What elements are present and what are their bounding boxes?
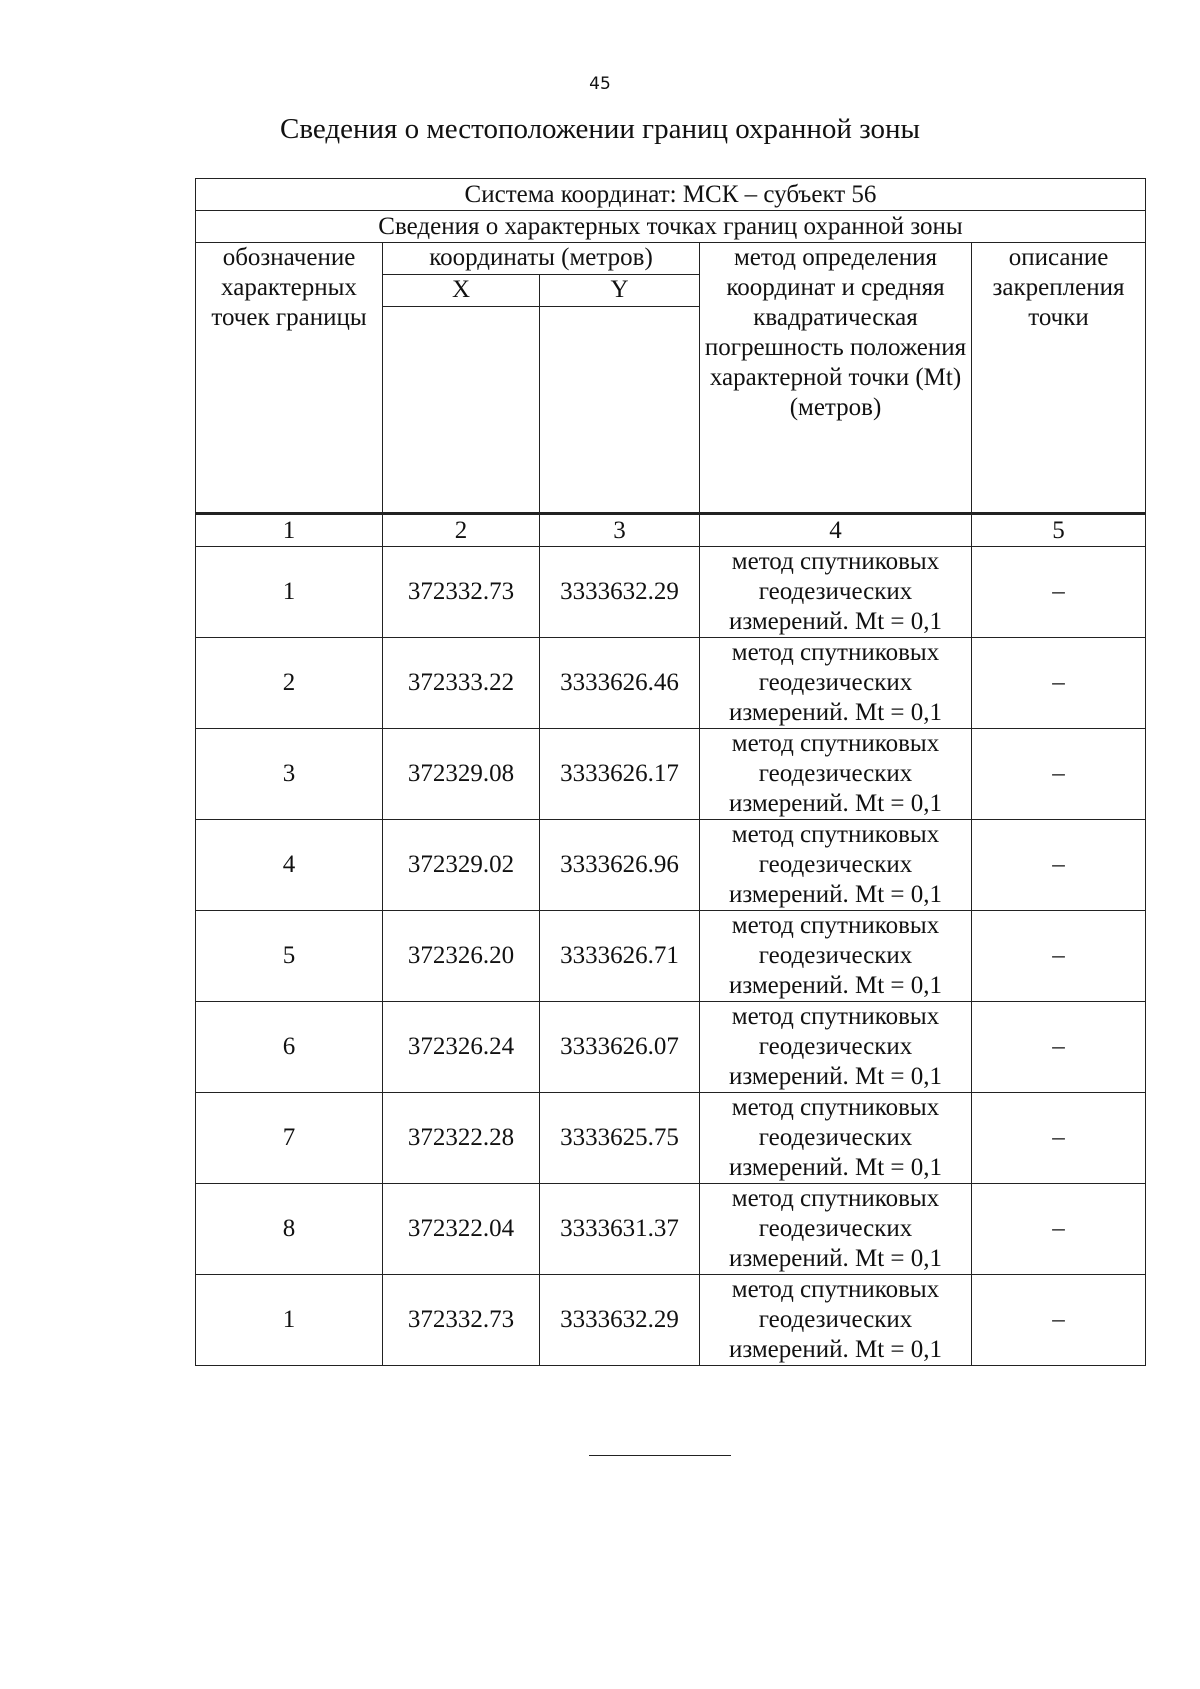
description-cell: – bbox=[972, 1184, 1146, 1275]
description-cell: – bbox=[972, 638, 1146, 729]
point-cell: 1 bbox=[196, 547, 383, 638]
column-number: 1 bbox=[196, 514, 383, 547]
method-cell: метод спутниковых геодезических измерений. Mt = 0,1 bbox=[700, 1093, 972, 1184]
table-row bbox=[196, 1093, 1146, 1184]
x-coordinate-cell: 372332.73 bbox=[383, 547, 540, 638]
coordinates-header: координаты (метров) bbox=[383, 243, 700, 275]
method-cell: метод спутниковых геодезических измерений. Mt = 0,1 bbox=[700, 1002, 972, 1093]
method-cell: метод спутниковых геодезических измерений. Mt = 0,1 bbox=[700, 638, 972, 729]
x-header: X bbox=[383, 275, 540, 307]
description-cell: – bbox=[972, 1002, 1146, 1093]
x-coordinate-cell: 372332.73 bbox=[383, 1275, 540, 1366]
method-cell: метод спутниковых геодезических измерений. Mt = 0,1 bbox=[700, 1184, 972, 1275]
table-row bbox=[196, 729, 1146, 820]
point-cell: 4 bbox=[196, 820, 383, 911]
designation-header: обозначение характерных точек границы bbox=[196, 243, 383, 514]
y-coordinate-cell: 3333626.07 bbox=[540, 1002, 700, 1093]
column-number: 5 bbox=[972, 514, 1146, 547]
x-coordinate-cell: 372329.08 bbox=[383, 729, 540, 820]
x-coordinate-cell: 372322.28 bbox=[383, 1093, 540, 1184]
y-coordinate-cell: 3333632.29 bbox=[540, 547, 700, 638]
method-cell: метод спутниковых геодезических измерений. Mt = 0,1 bbox=[700, 820, 972, 911]
description-cell: – bbox=[972, 729, 1146, 820]
point-cell: 8 bbox=[196, 1184, 383, 1275]
description-cell: – bbox=[972, 820, 1146, 911]
table-row bbox=[196, 820, 1146, 911]
table-row bbox=[196, 911, 1146, 1002]
column-number: 3 bbox=[540, 514, 700, 547]
method-cell: метод спутниковых геодезических измерений. Mt = 0,1 bbox=[700, 911, 972, 1002]
description-header: описание закрепления точки bbox=[972, 243, 1146, 514]
point-cell: 6 bbox=[196, 1002, 383, 1093]
method-cell: метод спутниковых геодезических измерений. Mt = 0,1 bbox=[700, 1275, 972, 1366]
point-cell: 1 bbox=[196, 1275, 383, 1366]
table-row bbox=[196, 1275, 1146, 1366]
document-title: Сведения о местоположении границ охранной зоны bbox=[279, 113, 920, 145]
table-row bbox=[196, 1184, 1146, 1275]
table-row bbox=[196, 638, 1146, 729]
description-cell: – bbox=[972, 1275, 1146, 1366]
method-cell: метод спутниковых геодезических измерений. Mt = 0,1 bbox=[700, 547, 972, 638]
method-cell: метод спутниковых геодезических измерений. Mt = 0,1 bbox=[700, 729, 972, 820]
point-cell: 2 bbox=[196, 638, 383, 729]
description-cell: – bbox=[972, 547, 1146, 638]
column-number: 4 bbox=[700, 514, 972, 547]
y-coordinate-cell: 3333626.17 bbox=[540, 729, 700, 820]
boundary-points-table bbox=[195, 178, 1146, 1366]
description-cell: – bbox=[972, 1093, 1146, 1184]
y-coordinate-cell: 3333626.46 bbox=[540, 638, 700, 729]
y-header: Y bbox=[540, 275, 700, 307]
y-header-blank bbox=[540, 307, 700, 514]
section-heading-cell: Сведения о характерных точках границ охранной зоны bbox=[196, 211, 1146, 243]
boundary-points-table-container bbox=[195, 178, 1145, 1366]
table-row bbox=[196, 1002, 1146, 1093]
page-number: 45 bbox=[589, 74, 611, 94]
point-cell: 3 bbox=[196, 729, 383, 820]
method-header: метод определения координат и средняя квадратическая погрешность положения характерной точки (Mt) (метров) bbox=[700, 243, 972, 514]
column-number-row bbox=[196, 514, 1146, 547]
footer-rule bbox=[589, 1455, 731, 1456]
x-header-blank bbox=[383, 307, 540, 514]
y-coordinate-cell: 3333625.75 bbox=[540, 1093, 700, 1184]
y-coordinate-cell: 3333626.96 bbox=[540, 820, 700, 911]
point-cell: 5 bbox=[196, 911, 383, 1002]
y-coordinate-cell: 3333631.37 bbox=[540, 1184, 700, 1275]
point-cell: 7 bbox=[196, 1093, 383, 1184]
table-row bbox=[196, 547, 1146, 638]
description-cell: – bbox=[972, 911, 1146, 1002]
y-coordinate-cell: 3333632.29 bbox=[540, 1275, 700, 1366]
y-coordinate-cell: 3333626.71 bbox=[540, 911, 700, 1002]
x-coordinate-cell: 372333.22 bbox=[383, 638, 540, 729]
x-coordinate-cell: 372322.04 bbox=[383, 1184, 540, 1275]
x-coordinate-cell: 372329.02 bbox=[383, 820, 540, 911]
x-coordinate-cell: 372326.24 bbox=[383, 1002, 540, 1093]
column-number: 2 bbox=[383, 514, 540, 547]
coordinate-system-cell: Система координат: МСК – субъект 56 bbox=[196, 179, 1146, 211]
x-coordinate-cell: 372326.20 bbox=[383, 911, 540, 1002]
